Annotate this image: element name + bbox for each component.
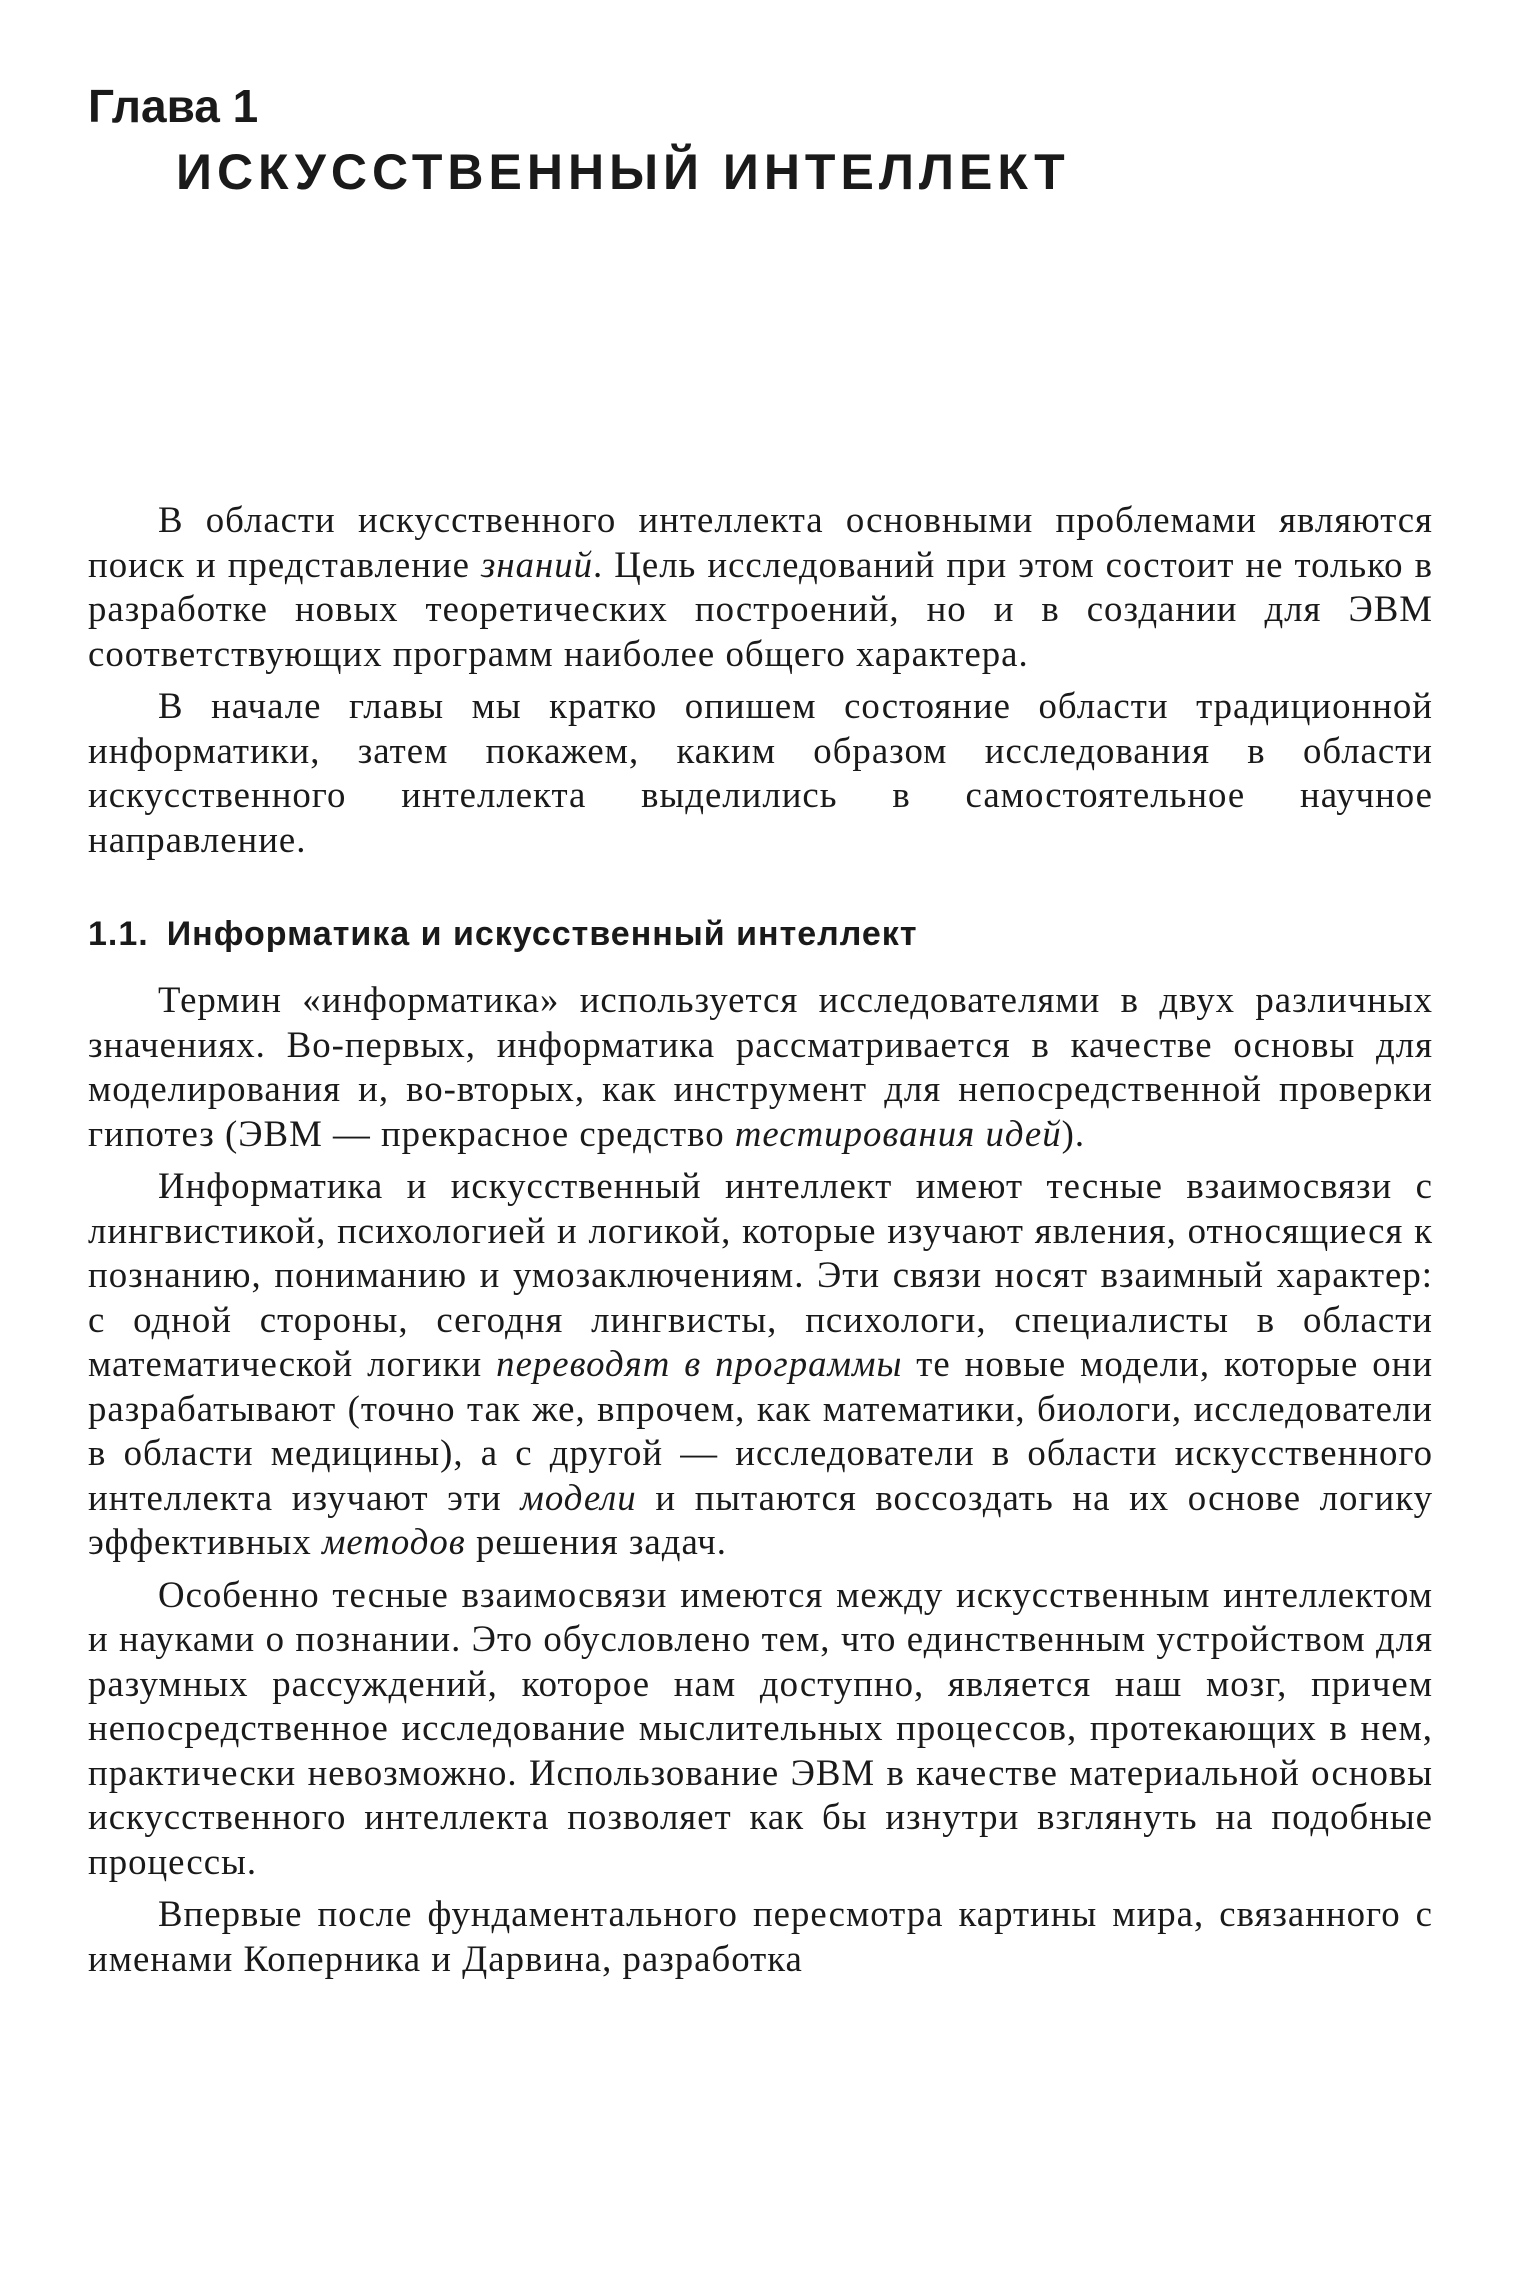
body-paragraph-2 bbox=[88, 1164, 1433, 1565]
italic-term: методов bbox=[321, 1521, 466, 1562]
italic-term: модели bbox=[520, 1476, 637, 1518]
page-body bbox=[88, 498, 1433, 1981]
text-run: решения задач. bbox=[465, 1521, 728, 1562]
body-paragraph-4: Впервые после фундаментального пересмотра картины мира, связанного с именами Коперника и Дарвина, разработка bbox=[88, 1893, 1433, 1979]
italic-term: переводят в программы bbox=[496, 1343, 903, 1384]
text-run: . Цель исследований при этом состоит не только в разработке новых теоретических построений, но и в создании для ЭВМ соответствующих программ наиболее общего характера. bbox=[88, 543, 1434, 674]
intro-paragraph-1 bbox=[88, 498, 1433, 676]
text-run: В области искусственного интеллекта основными проблемами являются поиск и представление bbox=[88, 499, 1433, 585]
body-paragraph-3: Особенно тесные взаимосвязи имеются между искусственным интеллектом и науками о познании. Это обусловлено тем, что единственным устройством для разумных рассуждений, которое нам доступно, является наш мозг, причем непосредственное исследование мыслительных процессов, протекающих в нем, практически невозможно. Использование ЭВМ в качестве материальной основы искусственного интеллекта позволяет как бы изнутри взглянуть на подобные процессы. bbox=[88, 1573, 1433, 1882]
intro-paragraph-2: В начале главы мы кратко опишем состояние области традиционной информатики, затем покажем, каким образом исследования в области искусственного интеллекта выделились в самостоятельное научное направление. bbox=[88, 685, 1433, 860]
book-page bbox=[88, 78, 1433, 2228]
text-run: ). bbox=[1061, 1112, 1086, 1154]
section-title: Информатика и искусственный интеллект bbox=[166, 915, 918, 953]
chapter-label: Глава 1 bbox=[88, 80, 259, 132]
text-run: Информатика и искусственный интеллект имеют тесные взаимосвязи с лингвистикой, психологией и логикой, которые изучают явления, относящиеся к познанию, пониманию и умозаключениям. Эти связи носят взаимный характер: с одной стороны, сегодня лингвисты, психологи, специалисты в области математической логики bbox=[88, 1165, 1433, 1384]
section-heading bbox=[88, 912, 1433, 956]
body-paragraph-1 bbox=[88, 978, 1433, 1156]
italic-term: тестирования идей bbox=[734, 1112, 1062, 1154]
text-run: Термин «информатика» используется исследователями в двух различных значениях. Во-первых, информатика рассматривается в качестве основы для моделирования и, во-вторых, как инструмент для непосредственной проверки гипотез (ЭВМ — прекрасное средство bbox=[88, 979, 1433, 1154]
text-run: и пытаются воссоздать на их основе логику эффективных bbox=[88, 1476, 1433, 1562]
section-number: 1.1. bbox=[88, 915, 149, 953]
italic-term: знаний bbox=[480, 543, 594, 585]
text-run: те новые модели, которые они разрабатывают (точно так же, впрочем, как математики, биологи, исследователи в области медицины), а с другой — исследователи в области искусственного интеллекта изучают эти bbox=[88, 1343, 1434, 1518]
chapter-title: ИСКУССТВЕННЫЙ ИНТЕЛЛЕКТ bbox=[176, 144, 1070, 200]
